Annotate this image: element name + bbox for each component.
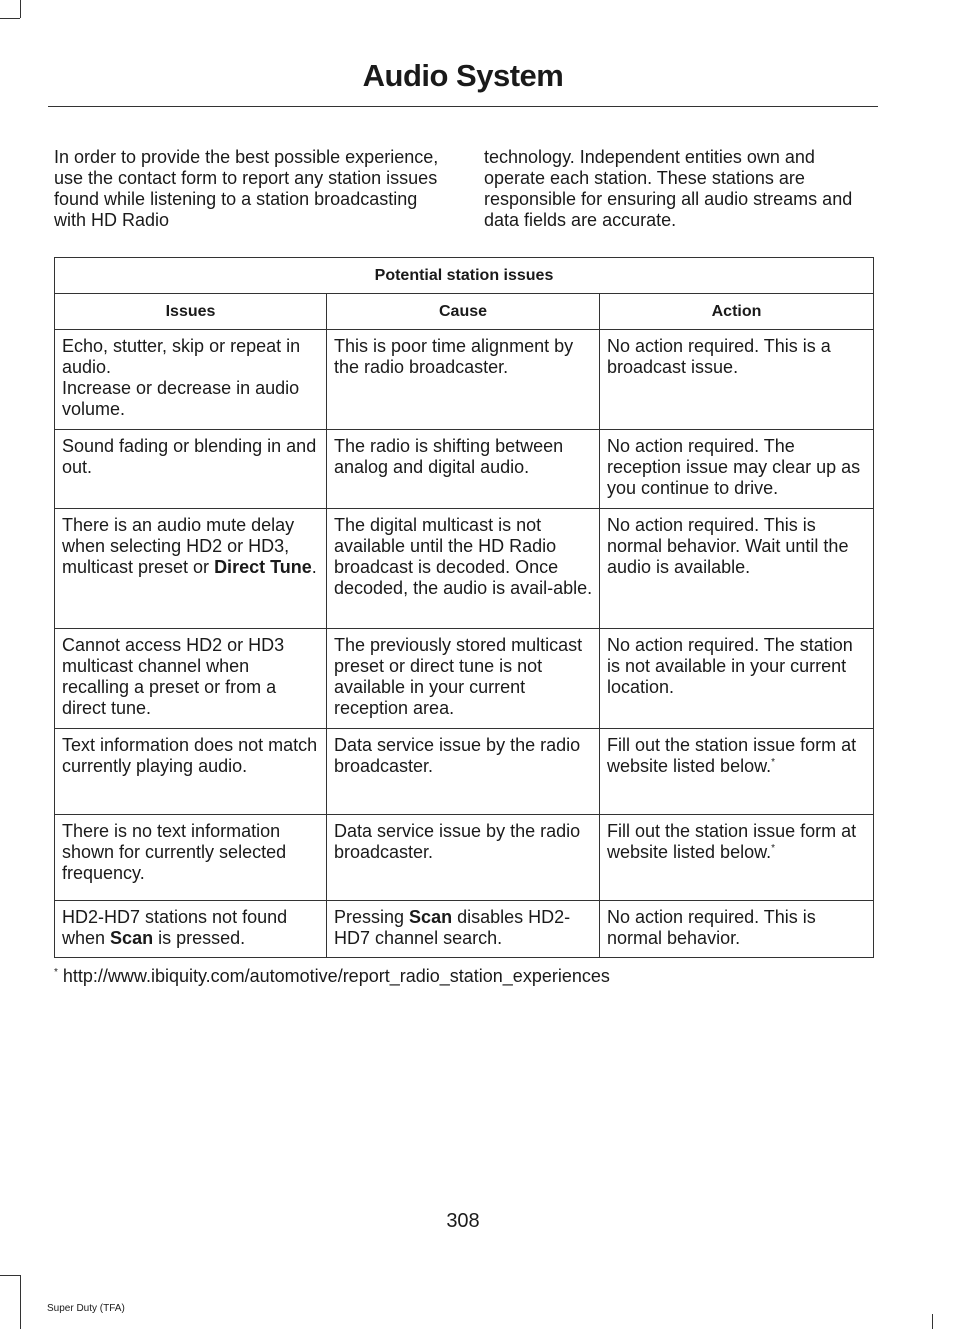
footnote	[54, 966, 610, 987]
action-cell	[600, 815, 874, 901]
cell-text: The previously stored multicast preset or direct tune is not available in your current reception area.	[334, 635, 583, 718]
cell-text: There is an audio mute delay when selecting HD2 or HD3, multicast preset or	[62, 515, 295, 577]
cell-text: Text information does not match currently playing audio.	[62, 735, 318, 776]
action-cell	[600, 430, 874, 509]
footnote-url: http://www.ibiquity.com/automotive/report_radio_station_experiences	[57, 966, 610, 986]
issue-cell	[55, 815, 327, 901]
table-row	[55, 509, 874, 629]
station-issues-table	[54, 257, 874, 958]
cell-text: No action required. The station is not available in your current location.	[607, 635, 853, 697]
cell-text: No action required. This is normal behavior. Wait until the audio is available.	[607, 515, 849, 577]
table-row	[55, 901, 874, 958]
action-cell	[600, 729, 874, 815]
bold-term: Direct Tune	[214, 557, 312, 577]
action-cell	[600, 509, 874, 629]
footnote-reference: *	[771, 757, 775, 768]
document-footer: Super Duty (TFA)	[47, 1303, 125, 1314]
cell-text: No action required. This is a broadcast issue.	[607, 336, 831, 377]
issue-cell	[55, 901, 327, 958]
table-header-row	[55, 294, 874, 330]
crop-mark	[20, 1275, 21, 1329]
cause-cell	[327, 330, 600, 430]
table-row	[55, 729, 874, 815]
cell-text: Pressing	[334, 907, 410, 927]
cell-text: disables HD2-HD7 channel search.	[334, 907, 571, 948]
column-header-cause: Cause	[327, 294, 600, 330]
table-row	[55, 430, 874, 509]
table-caption-row	[55, 258, 874, 294]
issue-cell	[55, 330, 327, 430]
bold-term: Scan	[409, 907, 453, 927]
action-cell	[600, 901, 874, 958]
bold-term: Scan	[110, 928, 154, 948]
cell-text: .	[311, 557, 317, 577]
cell-text: Fill out the station issue form at website listed below.	[607, 821, 857, 862]
cell-text: Fill out the station issue form at website listed below.	[607, 735, 857, 776]
cell-text: Sound fading or blending in and out.	[62, 436, 317, 477]
cell-text: The radio is shifting between analog and digital audio.	[334, 436, 564, 477]
page-title: Audio System	[362, 58, 564, 93]
cause-cell	[327, 629, 600, 729]
cell-text: Data service issue by the radio broadcaster.	[334, 735, 581, 776]
action-cell	[600, 629, 874, 729]
action-cell	[600, 330, 874, 430]
crop-mark	[932, 1314, 933, 1329]
cause-cell	[327, 430, 600, 509]
title-divider	[48, 106, 878, 107]
footnote-reference: *	[771, 843, 775, 854]
table-row	[55, 815, 874, 901]
footnote-marker: *	[54, 967, 58, 978]
cause-cell	[327, 729, 600, 815]
cause-cell	[327, 815, 600, 901]
crop-mark	[20, 0, 21, 18]
issue-cell	[55, 430, 327, 509]
crop-mark	[0, 1275, 20, 1276]
cell-text: No action required. This is normal behavior.	[607, 907, 816, 948]
issue-cell	[55, 729, 327, 815]
cell-text: Echo, stutter, skip or repeat in audio.	[62, 336, 301, 377]
cell-text: No action required. The reception issue may clear up as you continue to drive.	[607, 436, 861, 498]
column-header-issues: Issues	[55, 294, 327, 330]
issue-cell	[55, 509, 327, 629]
cell-text: Cannot access HD2 or HD3 multicast channel when recalling a preset or from a direct tune.	[62, 635, 285, 718]
cell-text: This is poor time alignment by the radio broadcaster.	[334, 336, 574, 377]
cell-text: Data service issue by the radio broadcaster.	[334, 821, 581, 862]
table-body	[55, 330, 874, 958]
cell-text: Increase or decrease in audio volume.	[62, 378, 300, 419]
cell-text: HD2-HD7 stations not found when	[62, 907, 288, 948]
table-row	[55, 629, 874, 729]
intro-paragraph-left: In order to provide the best possible experience, use the contact form to report any station issues found while listening to a station broadcasting with HD Radio	[54, 147, 439, 230]
cause-cell	[327, 509, 600, 629]
intro-paragraph-right: technology. Independent entities own and operate each station. These stations are responsible for ensuring all audio streams and data fields are accurate.	[484, 147, 853, 230]
cell-text: is pressed.	[153, 928, 246, 948]
column-header-action: Action	[600, 294, 874, 330]
table-caption: Potential station issues	[55, 258, 874, 294]
issue-cell	[55, 629, 327, 729]
cause-cell	[327, 901, 600, 958]
page-number: 308	[446, 1210, 480, 1232]
table-row	[55, 330, 874, 430]
crop-mark	[0, 18, 20, 19]
cell-text: The digital multicast is not available until the HD Radio broadcast is decoded. Once decoded, the audio is avail-able.	[334, 515, 593, 598]
cell-text: There is no text information shown for currently selected frequency.	[62, 821, 287, 883]
